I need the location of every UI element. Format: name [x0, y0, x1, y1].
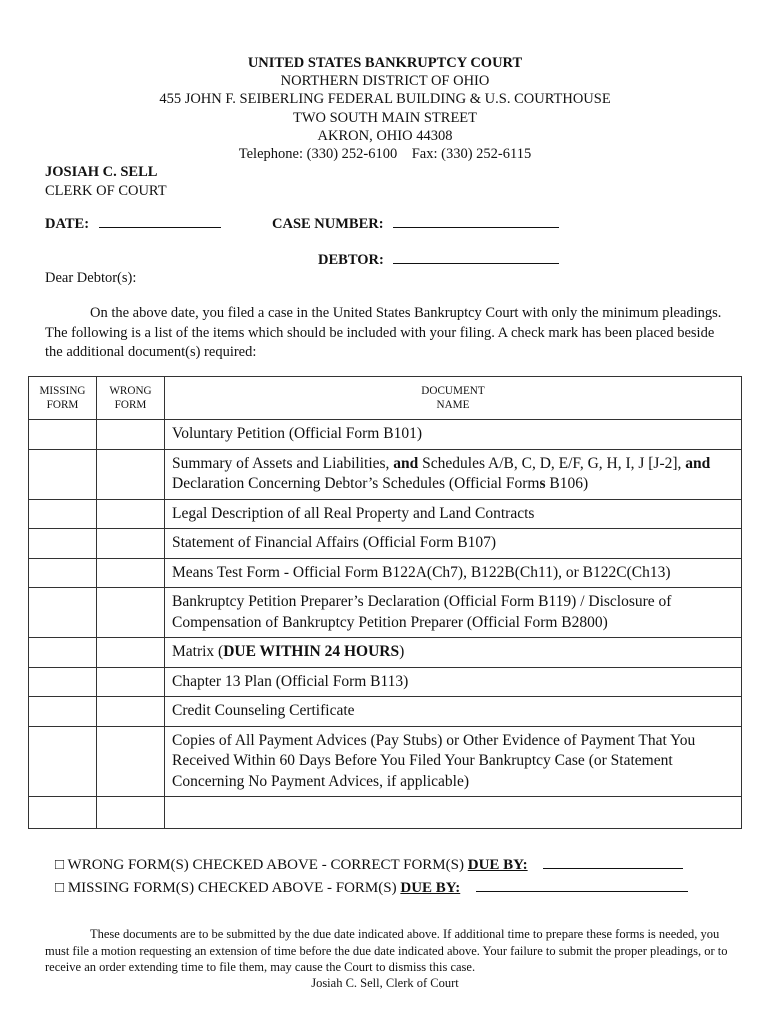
wrong-checkbox-cell[interactable]: [97, 726, 165, 797]
document-name: Bankruptcy Petition Preparer’s Declaration (Official Form B119) / Disclosure of Compensation of Bankruptcy Petition Preparer (Official Form B2800): [165, 588, 742, 638]
missing-checkbox-cell[interactable]: [29, 558, 97, 588]
wrong-checkbox-cell[interactable]: [97, 529, 165, 559]
table-row: [29, 449, 742, 499]
signature-line: Josiah C. Sell, Clerk of Court: [311, 976, 459, 990]
wrong-form-checkbox[interactable]: □: [55, 857, 65, 873]
court-header: [0, 54, 770, 163]
wrong-checkbox-cell[interactable]: [97, 420, 165, 450]
case-number-label: CASE NUMBER:: [272, 216, 384, 232]
clerk-title: CLERK OF COURT: [45, 182, 167, 199]
table-row: [29, 797, 742, 829]
wrong-checkbox-cell[interactable]: [97, 588, 165, 638]
missing-checkbox-cell[interactable]: [29, 667, 97, 697]
doc-text: Summary of Assets and Liabilities,: [172, 454, 394, 472]
document-name-header: [165, 377, 742, 420]
table-row: [29, 726, 742, 797]
doc-text: Declaration Concerning Debtor’s Schedules (Official Form: [172, 475, 540, 492]
missing-form-due-line: [55, 880, 688, 897]
doc-text-bold: DUE WITHIN 24 HOURS: [223, 643, 400, 660]
missing-checkbox-cell[interactable]: [29, 638, 97, 668]
doc-header-line-2: NAME: [436, 399, 470, 411]
missing-checkbox-cell[interactable]: [29, 449, 97, 499]
wrong-form-header: [97, 377, 165, 420]
street-address: TWO SOUTH MAIN STREET: [292, 109, 478, 126]
wrong-header-line-1: WRONG: [109, 384, 152, 397]
contact-line: [0, 145, 770, 163]
clerk-block: [45, 163, 167, 200]
greeting: Dear Debtor(s):: [45, 270, 137, 286]
missing-checkbox-cell[interactable]: [29, 420, 97, 450]
doc-header-line-1: DOCUMENT: [421, 384, 485, 397]
wrong-due-date-blank[interactable]: [543, 868, 683, 869]
doc-text: B106): [545, 475, 589, 492]
document-name: Copies of All Payment Advices (Pay Stubs) or Other Evidence of Payment That You Received Within 60 Days Before You Filed Your Bankruptcy Case (or Statement Concerning No Payment Advices, if applicable): [165, 726, 742, 797]
telephone: Telephone: (330) 252-6100: [238, 146, 398, 163]
debtor-label: DEBTOR:: [318, 252, 384, 268]
doc-text: Matrix (: [172, 643, 224, 660]
missing-checkbox-cell[interactable]: [29, 529, 97, 559]
table-row: [29, 499, 742, 529]
missing-checkbox-cell[interactable]: [29, 797, 97, 829]
date-label: DATE:: [45, 216, 90, 232]
document-name: Means Test Form - Official Form B122A(Ch7), B122B(Ch11), or B122C(Ch13): [165, 558, 742, 588]
wrong-form-due-line: [55, 857, 683, 874]
wrong-checkbox-cell[interactable]: [97, 638, 165, 668]
document-name: [165, 638, 742, 668]
missing-header-line-2: FORM: [46, 399, 79, 411]
date-field: [45, 216, 221, 233]
document-name: [165, 449, 742, 499]
date-blank[interactable]: [99, 227, 221, 228]
documents-table: [28, 376, 742, 829]
closing-paragraph: These documents are to be submitted by the due date indicated above. If additional time to prepare these forms is needed, you must file a motion requesting an extension of time before the due date indicated above. Your failure to submit the proper pleadings, or to receive an order extending time to file them, may cause the Court to dismiss this case.: [45, 927, 728, 974]
table-row: [29, 420, 742, 450]
court-name: UNITED STATES BANKRUPTCY COURT: [247, 55, 523, 71]
missing-checkbox-cell[interactable]: [29, 726, 97, 797]
missing-due-by-label: DUE BY:: [400, 880, 461, 896]
building-address: 455 JOHN F. SEIBERLING FEDERAL BUILDING & U.S. COURTHOUSE: [159, 91, 611, 108]
missing-form-checkbox[interactable]: □: [55, 880, 65, 896]
wrong-due-by-label: DUE BY:: [467, 857, 528, 873]
table-row: [29, 558, 742, 588]
doc-text: ): [399, 643, 405, 660]
missing-checkbox-cell[interactable]: [29, 499, 97, 529]
clerk-name: JOSIAH C. SELL: [45, 164, 158, 180]
table-header-row: [29, 377, 742, 420]
wrong-checkbox-cell[interactable]: [97, 697, 165, 727]
wrong-checkbox-cell[interactable]: [97, 449, 165, 499]
wrong-header-line-2: FORM: [114, 399, 147, 411]
table-row: [29, 588, 742, 638]
intro-paragraph: On the above date, you filed a case in the United States Bankruptcy Court with only the minimum pleadings. The following is a list of the items which should be included with your filing. A check mark has been placed beside the additional document(s) required:: [45, 305, 722, 361]
doc-text-bold: s: [539, 475, 546, 492]
wrong-checkbox-cell[interactable]: [97, 667, 165, 697]
missing-checkbox-cell[interactable]: [29, 588, 97, 638]
wrong-form-text: WRONG FORM(S) CHECKED ABOVE - CORRECT FORM(S): [64, 857, 468, 873]
missing-form-header: [29, 377, 97, 420]
case-number-blank[interactable]: [393, 227, 559, 228]
doc-text-bold: and: [685, 454, 711, 472]
document-name: Chapter 13 Plan (Official Form B113): [165, 667, 742, 697]
debtor-blank[interactable]: [393, 263, 559, 264]
city-address: AKRON, OHIO 44308: [317, 127, 453, 144]
table-row: [29, 638, 742, 668]
wrong-checkbox-cell[interactable]: [97, 499, 165, 529]
document-name: Credit Counseling Certificate: [165, 697, 742, 727]
wrong-checkbox-cell[interactable]: [97, 797, 165, 829]
missing-due-date-blank[interactable]: [476, 891, 688, 892]
district-name: NORTHERN DISTRICT OF OHIO: [280, 73, 490, 90]
doc-text-bold: and: [393, 454, 419, 472]
table-row: [29, 667, 742, 697]
document-name-blank: [165, 797, 742, 829]
table-row: [29, 697, 742, 727]
case-number-field: [272, 216, 559, 233]
wrong-checkbox-cell[interactable]: [97, 558, 165, 588]
document-name: Legal Description of all Real Property and Land Contracts: [165, 499, 742, 529]
table-row: [29, 529, 742, 559]
fax: Fax: (330) 252-6115: [411, 146, 532, 163]
missing-form-text: MISSING FORM(S) CHECKED ABOVE - FORM(S): [64, 880, 401, 896]
debtor-field: [318, 252, 559, 269]
doc-text: Schedules A/B, C, D, E/F, G, H, I, J [J-2],: [418, 454, 686, 472]
missing-checkbox-cell[interactable]: [29, 697, 97, 727]
document-name: Voluntary Petition (Official Form B101): [165, 420, 742, 450]
document-name: Statement of Financial Affairs (Official Form B107): [165, 529, 742, 559]
missing-header-line-1: MISSING: [39, 384, 86, 397]
